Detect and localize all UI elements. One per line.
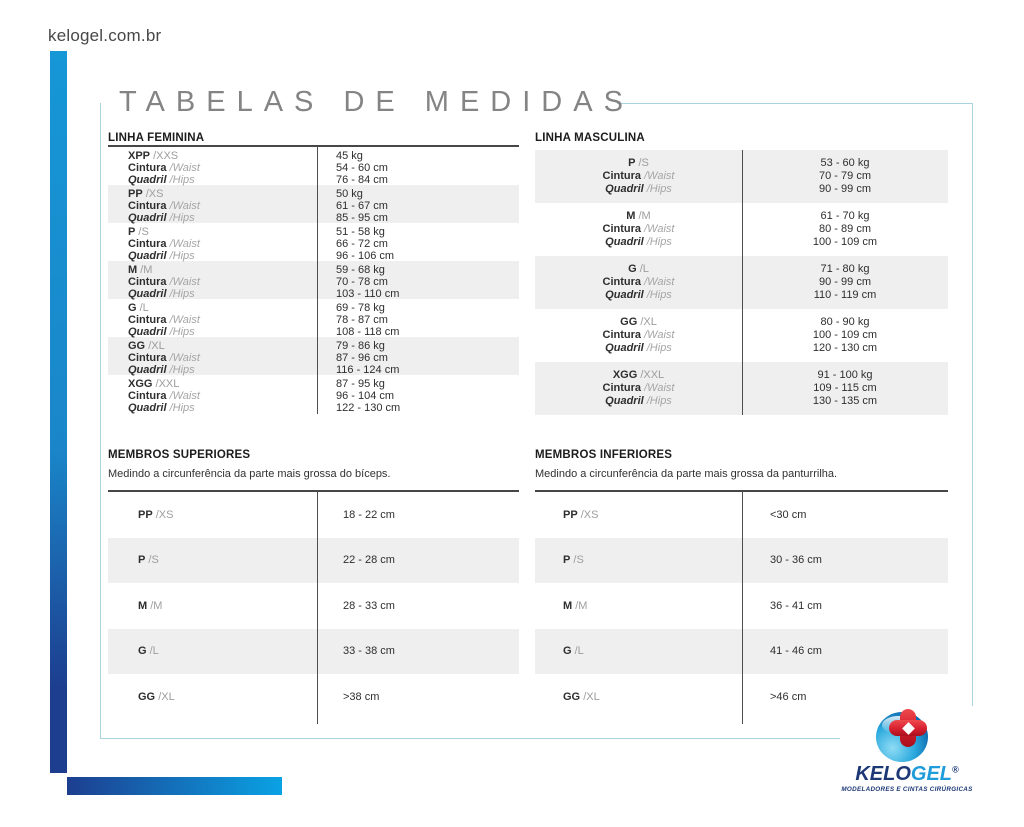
measure-value: 18 - 22 cm <box>343 508 395 521</box>
values-column <box>317 509 519 521</box>
weight-value: 59 - 68 kg <box>336 264 385 276</box>
size-label: G <box>563 645 572 658</box>
waist-label: Cintura <box>128 238 167 251</box>
waist-label: Cintura <box>602 276 642 289</box>
values-column <box>742 316 948 362</box>
waist-alt-label: /Waist <box>644 329 675 342</box>
size-label: PP <box>128 188 143 200</box>
size-column <box>535 157 742 203</box>
hips-value: 110 - 119 cm <box>813 289 877 302</box>
size-label: XGG <box>128 378 153 390</box>
values-column <box>317 150 519 185</box>
brand-secondary: GEL <box>910 763 953 785</box>
size-label: PP <box>563 508 578 521</box>
weight-value: 79 - 86 kg <box>336 340 385 352</box>
waist-value: 70 - 78 cm <box>336 276 388 289</box>
table-row <box>108 261 519 299</box>
kelogel-logo-icon <box>876 708 932 762</box>
waist-value: 78 - 87 cm <box>336 314 388 327</box>
waist-alt-label: /Waist <box>169 238 200 251</box>
values-column <box>742 645 948 657</box>
size-alt-label: /L <box>639 263 649 275</box>
hips-value: 100 - 109 cm <box>812 236 878 249</box>
weight-value: 71 - 80 kg <box>820 263 870 275</box>
table-row <box>108 147 519 185</box>
waist-label: Cintura <box>602 170 642 183</box>
waist-label: Cintura <box>602 382 642 395</box>
values-column <box>742 157 948 203</box>
hips-value: 116 - 124 cm <box>336 364 400 377</box>
table-row <box>108 299 519 337</box>
waist-label: Cintura <box>128 276 167 289</box>
waist-alt-label: /Waist <box>644 170 675 183</box>
kelogel-logo <box>840 706 1020 818</box>
waist-value: 54 - 60 cm <box>336 162 388 175</box>
size-label: XGG <box>612 369 638 381</box>
table-row <box>108 492 519 538</box>
size-label: M <box>138 599 148 612</box>
size-column <box>535 509 742 521</box>
brand-primary: KELO <box>855 763 911 785</box>
size-alt-label: /XS <box>580 508 599 521</box>
waist-label: Cintura <box>128 390 167 403</box>
measure-value: 30 - 36 cm <box>770 554 822 567</box>
values-column <box>317 645 519 657</box>
waist-label: Cintura <box>602 223 642 236</box>
values-column <box>742 691 948 703</box>
table-row <box>108 337 519 375</box>
waist-alt-label: /Waist <box>169 162 200 175</box>
values-column <box>742 600 948 612</box>
page-title: TABELAS DE MEDIDAS <box>119 86 634 118</box>
size-alt-label: /XL <box>158 690 175 703</box>
hips-alt-label: /Hips <box>169 212 195 225</box>
hips-alt-label: /Hips <box>169 288 195 301</box>
size-column <box>108 340 317 375</box>
waist-alt-label: /Waist <box>644 276 675 289</box>
hips-label: Quadril <box>128 364 167 377</box>
waist-alt-label: /Waist <box>644 223 675 236</box>
weight-value: 69 - 78 kg <box>336 302 385 314</box>
size-column <box>108 378 317 413</box>
hips-value: 90 - 99 cm <box>819 183 871 196</box>
waist-label: Cintura <box>128 200 167 213</box>
values-column <box>317 264 519 299</box>
waist-alt-label: /Waist <box>169 314 200 327</box>
size-column <box>108 600 317 612</box>
size-label: M <box>626 210 636 222</box>
waist-value: 61 - 67 cm <box>336 200 388 213</box>
size-alt-label: /XL <box>583 690 600 703</box>
hips-label: Quadril <box>605 289 644 302</box>
size-column <box>108 226 317 261</box>
waist-alt-label: /Waist <box>644 382 675 395</box>
hips-label: Quadril <box>605 236 644 249</box>
waist-label: Cintura <box>128 314 167 327</box>
inferiores-column-divider <box>742 492 743 724</box>
size-label: M <box>128 264 138 276</box>
table-row <box>108 538 519 584</box>
waist-value: 66 - 72 cm <box>336 238 388 251</box>
values-column <box>317 226 519 261</box>
size-alt-label: /XL <box>640 316 657 328</box>
membros-inferiores-subtitle: Medindo a circunferência da parte mais grossa da panturrilha. <box>535 468 838 480</box>
size-alt-label: /M <box>638 210 651 222</box>
table-row <box>108 674 519 720</box>
hips-alt-label: /Hips <box>169 326 195 339</box>
values-column <box>317 691 519 703</box>
measure-value: >38 cm <box>343 690 380 703</box>
values-column <box>742 554 948 566</box>
size-column <box>535 263 742 309</box>
hips-value: 122 - 130 cm <box>336 402 401 415</box>
size-column <box>108 554 317 566</box>
waist-alt-label: /Waist <box>169 276 200 289</box>
weight-value: 50 kg <box>336 188 363 200</box>
size-column <box>108 645 317 657</box>
table-row <box>108 223 519 261</box>
hips-label: Quadril <box>128 174 167 187</box>
size-alt-label: /XS <box>145 188 164 200</box>
weight-value: 87 - 95 kg <box>336 378 385 390</box>
size-label: G <box>628 263 637 275</box>
hips-value: 85 - 95 cm <box>336 212 388 225</box>
values-column <box>317 554 519 566</box>
hips-label: Quadril <box>605 395 644 408</box>
table-row <box>108 375 519 413</box>
brand-tagline: MODELADORES E CINTAS CIRÚRGICAS <box>841 786 973 793</box>
size-column <box>108 691 317 703</box>
waist-value: 70 - 79 cm <box>819 170 871 183</box>
brand-wordmark <box>840 763 974 786</box>
weight-value: 45 kg <box>336 150 363 162</box>
size-label: P <box>563 554 571 567</box>
size-alt-label: /L <box>149 645 159 658</box>
weight-value: 61 - 70 kg <box>820 210 870 222</box>
bottom-accent-bar <box>67 777 282 795</box>
size-alt-label: /S <box>638 157 649 169</box>
hips-value: 120 - 130 cm <box>812 342 878 355</box>
hips-label: Quadril <box>128 326 167 339</box>
section-title-membros-superiores: MEMBROS SUPERIORES <box>108 449 251 461</box>
waist-value: 90 - 99 cm <box>819 276 871 289</box>
size-column <box>535 554 742 566</box>
hips-alt-label: /Hips <box>646 289 672 302</box>
measure-value: 22 - 28 cm <box>343 554 395 567</box>
values-column <box>742 263 948 309</box>
size-alt-label: /S <box>138 226 149 238</box>
hips-alt-label: /Hips <box>169 402 195 415</box>
size-alt-label: /S <box>148 554 159 567</box>
size-alt-label: /M <box>150 599 163 612</box>
measure-value: 41 - 46 cm <box>770 645 822 658</box>
hips-alt-label: /Hips <box>646 395 672 408</box>
size-label: G <box>128 302 137 314</box>
section-title-linha-masculina: LINHA MASCULINA <box>535 132 645 144</box>
size-label: PP <box>138 508 153 521</box>
hips-alt-label: /Hips <box>646 342 672 355</box>
size-label: GG <box>563 690 581 703</box>
waist-value: 96 - 104 cm <box>336 390 395 403</box>
size-column <box>535 369 742 415</box>
size-label: GG <box>138 690 156 703</box>
values-column <box>317 600 519 612</box>
size-alt-label: /M <box>575 599 588 612</box>
size-alt-label: /XXL <box>155 378 180 390</box>
waist-value: 87 - 96 cm <box>336 352 388 365</box>
section-title-membros-inferiores: MEMBROS INFERIORES <box>535 449 673 461</box>
size-column <box>108 302 317 337</box>
size-alt-label: /XS <box>155 508 174 521</box>
size-column <box>535 645 742 657</box>
superiores-table <box>108 492 519 720</box>
size-column <box>535 210 742 256</box>
size-label: P <box>138 554 146 567</box>
size-alt-label: /S <box>573 554 584 567</box>
size-alt-label: /M <box>140 264 153 276</box>
size-column <box>535 691 742 703</box>
size-label: M <box>563 599 573 612</box>
values-column <box>317 302 519 337</box>
table-row <box>108 185 519 223</box>
feminina-column-divider <box>317 147 318 414</box>
size-alt-label: /XXL <box>640 369 665 381</box>
hips-alt-label: /Hips <box>169 250 195 263</box>
hips-value: 130 - 135 cm <box>812 395 878 408</box>
registered-mark: ® <box>952 764 959 775</box>
size-label: P <box>628 157 636 169</box>
hips-label: Quadril <box>128 212 167 225</box>
hips-value: 76 - 84 cm <box>336 174 388 187</box>
measure-value: 28 - 33 cm <box>343 599 395 612</box>
membros-superiores-subtitle: Medindo a circunferência da parte mais grossa do bíceps. <box>108 468 391 480</box>
weight-value: 51 - 58 kg <box>336 226 385 238</box>
hips-alt-label: /Hips <box>646 183 672 196</box>
size-alt-label: /XL <box>148 340 165 352</box>
values-column <box>742 369 948 415</box>
hips-value: 103 - 110 cm <box>336 288 400 301</box>
size-label: G <box>138 645 147 658</box>
size-column <box>535 316 742 362</box>
size-column <box>108 188 317 223</box>
waist-alt-label: /Waist <box>169 390 200 403</box>
size-column <box>535 600 742 612</box>
superiores-column-divider <box>317 492 318 724</box>
measure-value: <30 cm <box>770 508 807 521</box>
site-url: kelogel.com.br <box>48 26 162 45</box>
weight-value: 53 - 60 kg <box>820 157 870 169</box>
waist-label: Cintura <box>128 162 167 175</box>
hips-alt-label: /Hips <box>169 174 195 187</box>
hips-value: 108 - 118 cm <box>336 326 400 339</box>
size-alt-label: /XXS <box>153 150 179 162</box>
waist-label: Cintura <box>128 352 167 365</box>
size-column <box>108 509 317 521</box>
size-column <box>108 150 317 185</box>
waist-value: 100 - 109 cm <box>812 329 878 342</box>
values-column <box>317 340 519 375</box>
measure-value: >46 cm <box>770 690 807 703</box>
values-column <box>317 188 519 223</box>
values-column <box>317 378 519 413</box>
measure-value: 33 - 38 cm <box>343 645 395 658</box>
measure-value: 36 - 41 cm <box>770 599 822 612</box>
hips-label: Quadril <box>128 402 167 415</box>
hips-label: Quadril <box>128 288 167 301</box>
waist-label: Cintura <box>602 329 642 342</box>
feminina-table <box>108 147 519 413</box>
hips-alt-label: /Hips <box>646 236 672 249</box>
hips-label: Quadril <box>605 342 644 355</box>
hips-alt-label: /Hips <box>169 364 195 377</box>
size-label: GG <box>620 316 638 328</box>
hips-label: Quadril <box>128 250 167 263</box>
size-label: XPP <box>128 150 151 162</box>
size-column <box>108 264 317 299</box>
size-alt-label: /L <box>574 645 584 658</box>
size-alt-label: /L <box>139 302 149 314</box>
waist-alt-label: /Waist <box>169 200 200 213</box>
values-column <box>742 509 948 521</box>
table-row <box>108 583 519 629</box>
waist-value: 109 - 115 cm <box>813 382 877 395</box>
size-label: GG <box>128 340 146 352</box>
size-label: P <box>128 226 136 238</box>
weight-value: 80 - 90 kg <box>820 316 870 328</box>
weight-value: 91 - 100 kg <box>817 369 873 381</box>
left-accent-bar <box>50 51 67 773</box>
values-column <box>742 210 948 256</box>
waist-alt-label: /Waist <box>169 352 200 365</box>
hips-label: Quadril <box>605 183 644 196</box>
table-row <box>108 629 519 675</box>
masculina-column-divider <box>742 150 743 415</box>
hips-value: 96 - 106 cm <box>336 250 395 263</box>
section-title-linha-feminina: LINHA FEMININA <box>108 132 205 144</box>
waist-value: 80 - 89 cm <box>819 223 871 236</box>
